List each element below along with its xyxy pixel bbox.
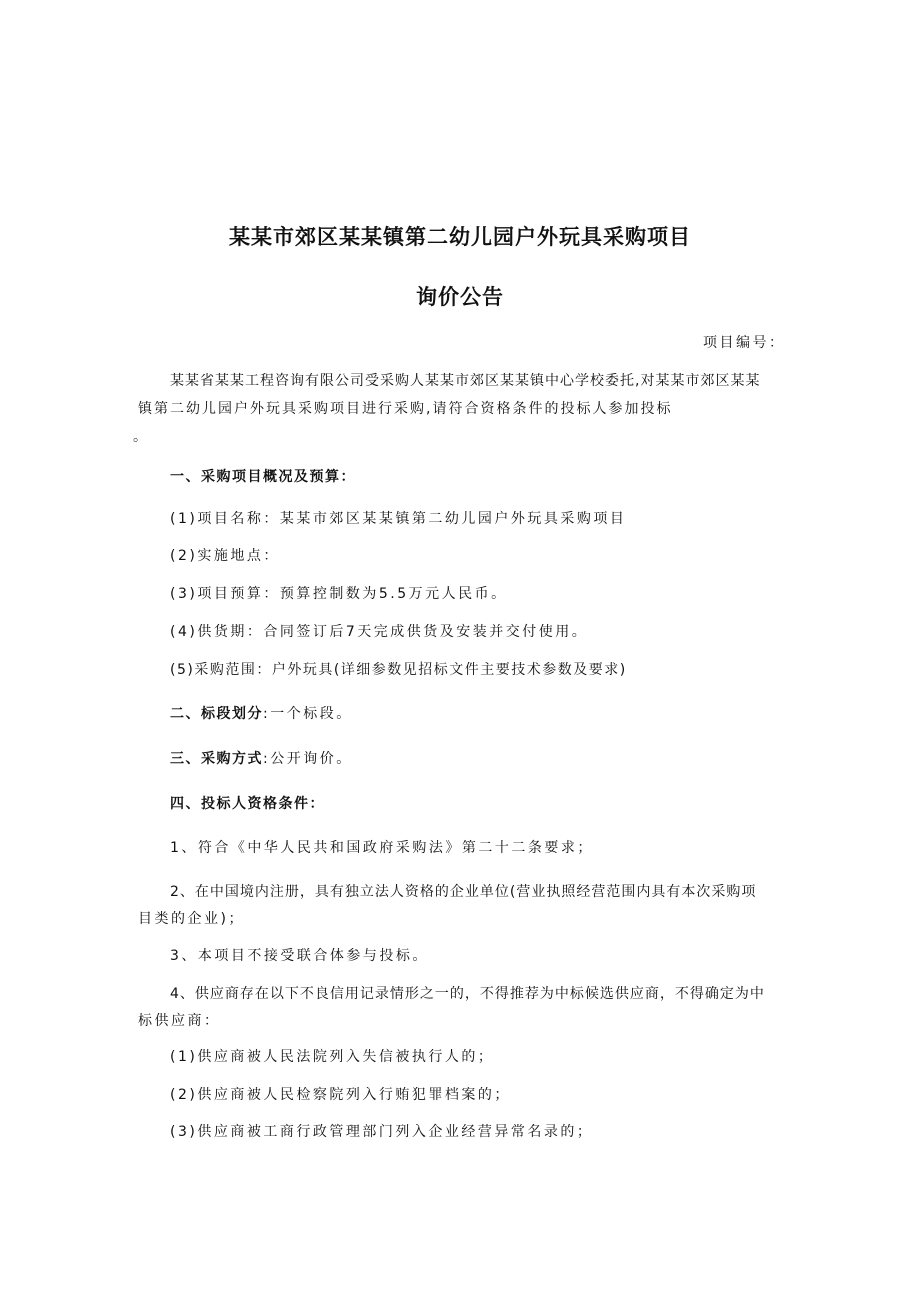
- section-1-heading: 一、采购项目概况及预算：: [170, 469, 356, 485]
- project-number-label: 项目编号：: [703, 335, 786, 351]
- section-3: [170, 749, 353, 769]
- title-line-1: 某某市郊区某某镇第二幼儿园户外玩具采购项目: [229, 225, 691, 249]
- section-1-item: (5)采购范围：户外玩具(详细参数见招标文件主要技术参数及要求): [170, 662, 627, 678]
- requirement-3: 3、本项目不接受联合体参与投标。: [170, 948, 429, 964]
- requirement-4-line-1: 4、供应商存在以下不良信用记录情形之一的，不得推荐为中标候选供应商，不得确定为中: [170, 986, 765, 1002]
- section-2-heading: 二、标段划分: [170, 706, 263, 722]
- section-3-text: :公开询价。: [263, 751, 353, 767]
- intro-line-3: 。: [133, 429, 150, 445]
- section-3-heading: 三、采购方式: [170, 751, 263, 767]
- requirement-2-line-2: 目类的企业)；: [138, 911, 245, 927]
- requirement-4-sub: (2)供应商被人民检察院列入行贿犯罪档案的；: [170, 1087, 511, 1103]
- requirement-4-sub: (3)供应商被工商行政管理部门列入企业经营异常名录的；: [170, 1124, 594, 1140]
- requirement-4-line-2: 标供应商：: [138, 1013, 221, 1029]
- requirement-4-sub: (1)供应商被人民法院列入失信被执行人的；: [170, 1049, 495, 1065]
- section-1-item: (1)项目名称：某某市郊区某某镇第二幼儿园户外玩具采购项目: [170, 511, 627, 527]
- section-1-item: (2)实施地点：: [170, 548, 280, 564]
- section-2-text: :一个标段。: [263, 706, 353, 722]
- title-line-2: 询价公告: [416, 285, 504, 309]
- requirement-2-line-1: 2、在中国境内注册，具有独立法人资格的企业单位(营业执照经营范围内具有本次采购项: [170, 884, 757, 900]
- section-4-heading: 四、投标人资格条件：: [170, 796, 325, 812]
- intro-line-2: 镇第二幼儿园户外玩具采购项目进行采购,请符合资格条件的投标人参加投标: [138, 401, 673, 417]
- requirement-1: 1、符合《中华人民共和国政府采购法》第二十二条要求；: [170, 840, 594, 856]
- section-1-item: (3)项目预算：预算控制数为5.5万元人民币。: [170, 586, 508, 602]
- section-2: [170, 704, 353, 724]
- intro-line-1: 某某省某某工程咨询有限公司受采购人某某市郊区某某镇中心学校委托,对某某市郊区某某: [170, 373, 761, 389]
- section-1-item: (4)供货期：合同签订后7天完成供货及安装并交付使用。: [170, 624, 589, 640]
